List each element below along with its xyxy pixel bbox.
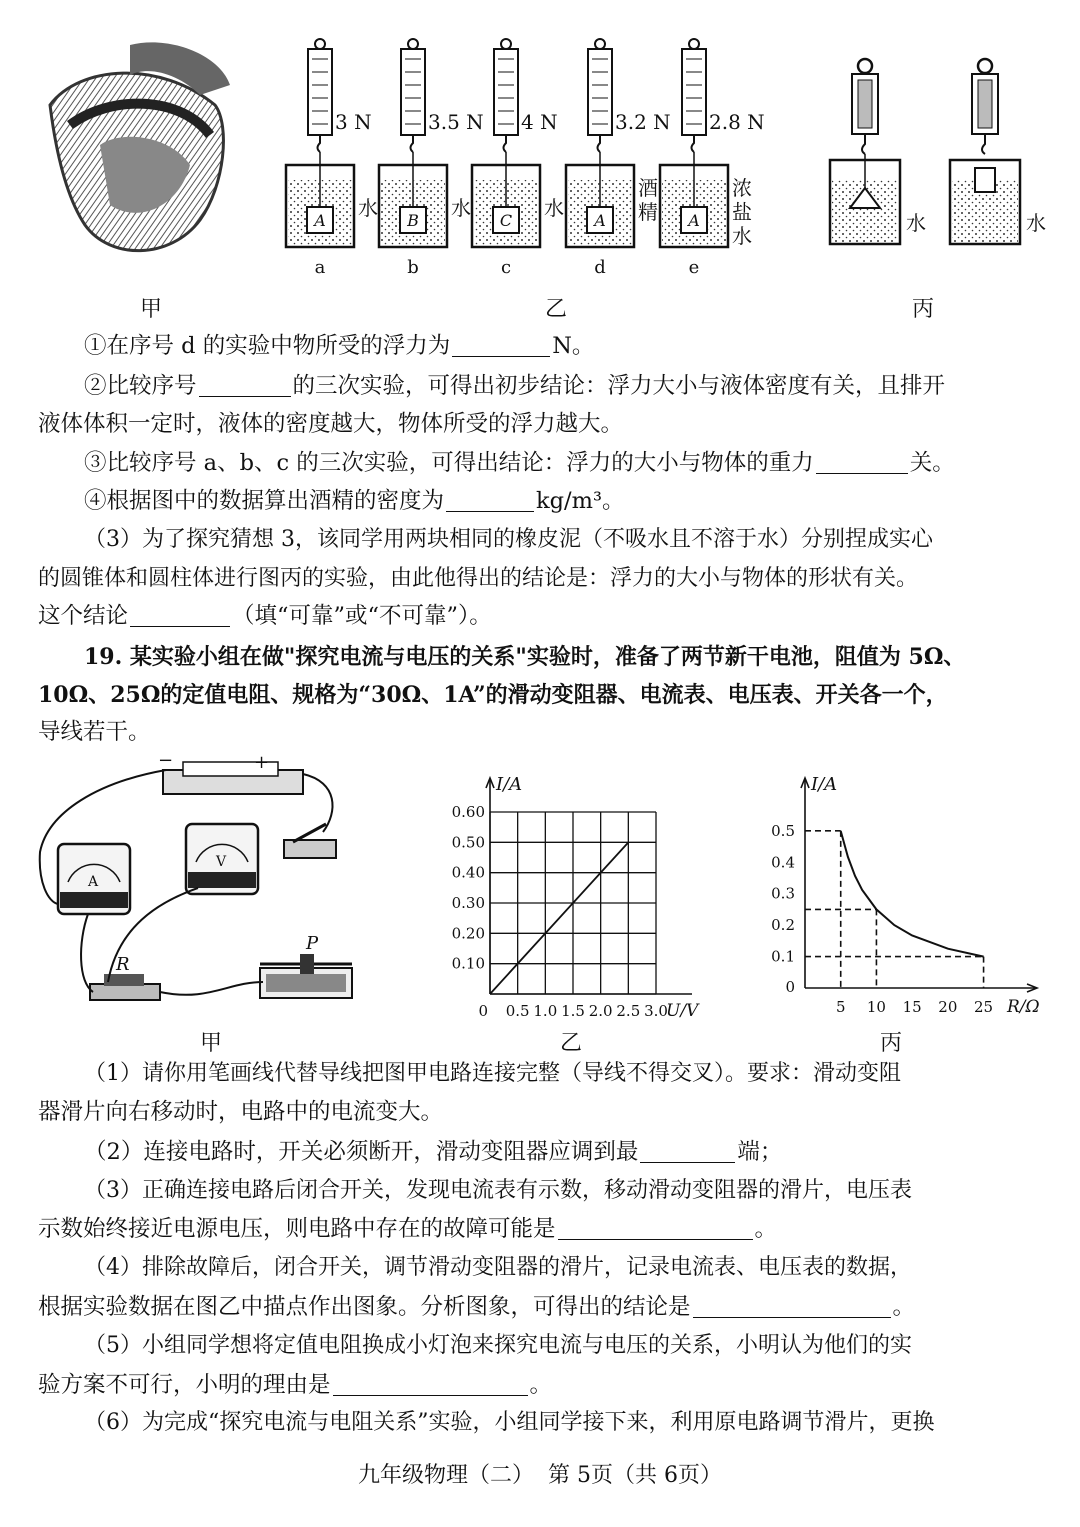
caption-bing: 丙 (880, 1031, 903, 1056)
x-tick-label: 10 (866, 998, 886, 1016)
block-label-4: A (594, 211, 606, 230)
y-tick-label: 0.5 (771, 821, 795, 840)
q19-p2-pre: （2）连接电路时，开关必须断开，滑动变阻器应调到最 (84, 1139, 639, 1165)
q19-p2 (84, 1136, 1080, 1168)
x-tick-label: 20 (938, 998, 958, 1016)
q18-item4-pre: ④根据图中的数据算出酒精的密度为 (84, 488, 445, 514)
answer-blank-2[interactable] (199, 374, 291, 397)
scale-hook (598, 135, 601, 152)
spring-scale (401, 49, 425, 135)
liquid-label-5-char: 盐 (732, 200, 752, 224)
answer-blank-9[interactable] (333, 1373, 528, 1396)
q19-p6-line1: （6）为完成“探究电流与电阻关系”实验，小组同学接下来，利用原电路调节滑片，更换 (84, 1410, 935, 1435)
y-tick-label: 0.4 (771, 853, 795, 872)
q19-p5-pre: 验方案不可行，小明的理由是 (38, 1372, 331, 1398)
q18-part3-line1: （3）为了探究猜想 3，该同学用两块相同的橡皮泥（不吸水且不溶于水）分别捏成实心 (84, 527, 933, 552)
sequence-label-1: a (314, 257, 326, 278)
q18-part3-pre: 这个结论 (38, 603, 129, 629)
float-experiment-figure (282, 35, 792, 285)
liquid-label-4-char: 精 (638, 200, 658, 224)
q19-line2: 10Ω、25Ω的定值电阻、规格为“30Ω、1A”的滑动变阻器、电流表、电压表、开关各一个， (38, 682, 948, 708)
x-tick-label: 0.5 (505, 1002, 530, 1020)
liquid-label-5-char: 浓 (732, 176, 752, 200)
caption-jia: 甲 (200, 1031, 223, 1056)
block-label-3: C (499, 211, 513, 230)
y-tick-label: 0.40 (451, 863, 485, 882)
caption-bing-top: 丙 (912, 297, 935, 322)
scale-reading-3: 4 N (521, 110, 558, 134)
q18-item4 (84, 485, 1080, 517)
data-line (490, 842, 628, 994)
scale-reading-5: 2.8 N (709, 110, 765, 134)
q19-line1: 19. 某实验小组在做"探究电流与电压的关系"实验时，准备了两节新干电池，阻值为 5Ω、 (84, 644, 966, 670)
q19-p3-pre: 示数始终接近电源电压，则电路中存在的故障可能是 (38, 1216, 556, 1242)
scale-reading-4: 3.2 N (615, 110, 671, 134)
block-label-1: A (314, 211, 326, 230)
x-tick-label: 2.5 (616, 1002, 641, 1020)
shape-experiment-figure (820, 50, 1060, 260)
x-tick-label: 2.0 (588, 1002, 613, 1020)
q18-part3-line2: 的圆锥体和圆柱体进行图丙的实验，由此他得出的结论是：浮力的大小与物体的形状有关。 (38, 566, 919, 591)
q18-item2 (84, 370, 1080, 402)
caption-yi-top: 乙 (545, 297, 568, 322)
q19-p5-line1: （5）小组同学想将定值电阻换成小灯泡来探究电流与电压的关系，小明认为他们的实 (84, 1333, 912, 1358)
x-tick-label: 25 (974, 998, 994, 1016)
liquid-label-1: 水 (358, 196, 378, 220)
x-tick-label: 1.0 (533, 1002, 558, 1020)
voltmeter-label: V (216, 854, 227, 870)
sequence-label-5: e (688, 257, 700, 278)
bing-liquid-label-2: 水 (1026, 211, 1046, 235)
scale-hook (318, 135, 321, 152)
q19-p4-pre: 根据实验数据在图乙中描点作出图象。分析图象，可得出的结论是 (38, 1294, 691, 1320)
q19-p3-post: 。 (754, 1216, 778, 1242)
q19-p1-line2: 器滑片向右移动时，电路中的电流变大。 (38, 1099, 444, 1125)
q19-p4-line1: （4）排除故障后，闭合开关，调节滑动变阻器的滑片，记录电流表、电压表的数据， (84, 1255, 912, 1280)
circuit-figure (38, 752, 378, 1032)
q19-p4-post: 。 (892, 1294, 916, 1320)
q18-item3-pre: ③比较序号 a、b、c 的三次实验，可得出结论：浮力的大小与物体的重力 (84, 450, 814, 476)
q18-item1-pre: ①在序号 d 的实验中物所受的浮力为 (84, 333, 451, 359)
origin-label: 0 (785, 978, 795, 996)
scale-hook-ring (408, 39, 418, 49)
x-tick-label: 15 (902, 998, 922, 1016)
x-tick-label: 5 (835, 998, 846, 1016)
scale-hook-ring (595, 39, 605, 49)
q19-p3-line1: （3）正确连接电路后闭合开关，发现电流表有示数，移动滑动变阻器的滑片，电压表 (84, 1178, 912, 1203)
sequence-label-4: d (594, 257, 606, 278)
block-label-5: A (688, 211, 700, 230)
scale-hook-ring (501, 39, 511, 49)
answer-blank-8[interactable] (693, 1295, 891, 1318)
q18-item3-post: 关。 (909, 450, 955, 476)
q18-item2-post: 的三次实验，可得出初步结论：浮力大小与液体密度有关，且排开 (292, 373, 946, 399)
y-tick-label: 0.10 (451, 954, 485, 973)
ammeter-label: A (88, 874, 99, 890)
scale-hook-ring (689, 39, 699, 49)
y-tick-label: 0.50 (451, 833, 485, 852)
answer-blank-5[interactable] (130, 604, 230, 627)
y-axis-label: I/A (496, 774, 523, 795)
scale-hook-ring (315, 39, 325, 49)
q18-item3 (84, 447, 1080, 479)
scale-hook (411, 135, 414, 152)
q19-p4-line2 (38, 1291, 1053, 1323)
spring-scale (308, 49, 332, 135)
answer-blank-7[interactable] (558, 1217, 753, 1240)
spring-scale (494, 49, 518, 135)
q19-p5-post: 。 (529, 1372, 553, 1398)
hand-beaker-photo (40, 35, 240, 265)
spring-scale (682, 49, 706, 135)
y-tick-label: 0.60 (451, 803, 485, 821)
slider-label: P (306, 933, 319, 954)
y-tick-label: 0.1 (771, 947, 795, 966)
liquid-label-2: 水 (451, 196, 471, 220)
y-axis-label: I/A (811, 774, 838, 795)
y-tick-label: 0.30 (451, 894, 485, 912)
q18-item1-post: N。 (552, 333, 595, 359)
y-tick-label: 0.3 (771, 884, 795, 903)
liquid-label-3: 水 (544, 196, 564, 220)
sequence-label-3: c (500, 257, 512, 278)
data-curve (841, 831, 984, 957)
scale-hook (504, 135, 507, 152)
q18-item2-pre: ②比较序号 (84, 373, 197, 399)
q19-p5-line2 (38, 1369, 1053, 1401)
origin-label: 0 (478, 1002, 488, 1020)
q18-item2-cont: 液体体积一定时，液体的密度越大，物体所受的浮力越大。 (38, 411, 624, 437)
liquid-label-4-char: 酒 (638, 176, 658, 200)
page-footer: 九年级物理（二） 第 5页（共 6页） (358, 1463, 722, 1488)
scale-hook (692, 135, 695, 152)
q18-item1 (84, 330, 1080, 362)
x-tick-label: 3.0 (644, 1002, 668, 1020)
y-tick-label: 0.2 (771, 916, 795, 935)
y-tick-label: 0.20 (451, 924, 485, 943)
answer-blank-3[interactable] (816, 451, 908, 474)
q19-p3-line2 (38, 1213, 1053, 1245)
caption-yi: 乙 (560, 1031, 583, 1056)
iu-chart (440, 770, 740, 1030)
battery-minus: − (158, 752, 174, 771)
x-tick-label: 1.5 (561, 1002, 585, 1020)
battery-plus: + (254, 752, 270, 773)
resistor-label: R (116, 954, 130, 975)
answer-blank-1[interactable] (452, 334, 550, 357)
ir-chart (760, 770, 1060, 1030)
answer-blank-6[interactable] (640, 1140, 735, 1163)
q18-part3-line3 (38, 600, 1053, 632)
sequence-label-2: b (407, 257, 419, 278)
spring-scale (588, 49, 612, 135)
q19-p1-line1: （1）请你用笔画线代替导线把图甲电路连接完整（导线不得交叉）。要求：滑动变阻 (84, 1061, 901, 1086)
q19-p2-post: 端； (737, 1139, 783, 1165)
answer-blank-4[interactable] (446, 489, 534, 512)
q18-part3-post: （填“可靠”或“不可靠”）。 (232, 603, 492, 629)
scale-reading-1: 3 N (335, 110, 372, 134)
q19-line3: 导线若干。 (38, 719, 151, 745)
x-axis-label: U/V (666, 1001, 699, 1021)
caption-jia-top: 甲 (140, 297, 163, 322)
block-label-2: B (407, 211, 419, 230)
x-axis-label: R/Ω (1007, 997, 1040, 1017)
bing-liquid-label-1: 水 (906, 211, 926, 235)
q18-item4-post: kg/m³。 (536, 488, 625, 514)
liquid-label-5-char: 水 (732, 224, 752, 248)
scale-reading-2: 3.5 N (428, 110, 484, 134)
